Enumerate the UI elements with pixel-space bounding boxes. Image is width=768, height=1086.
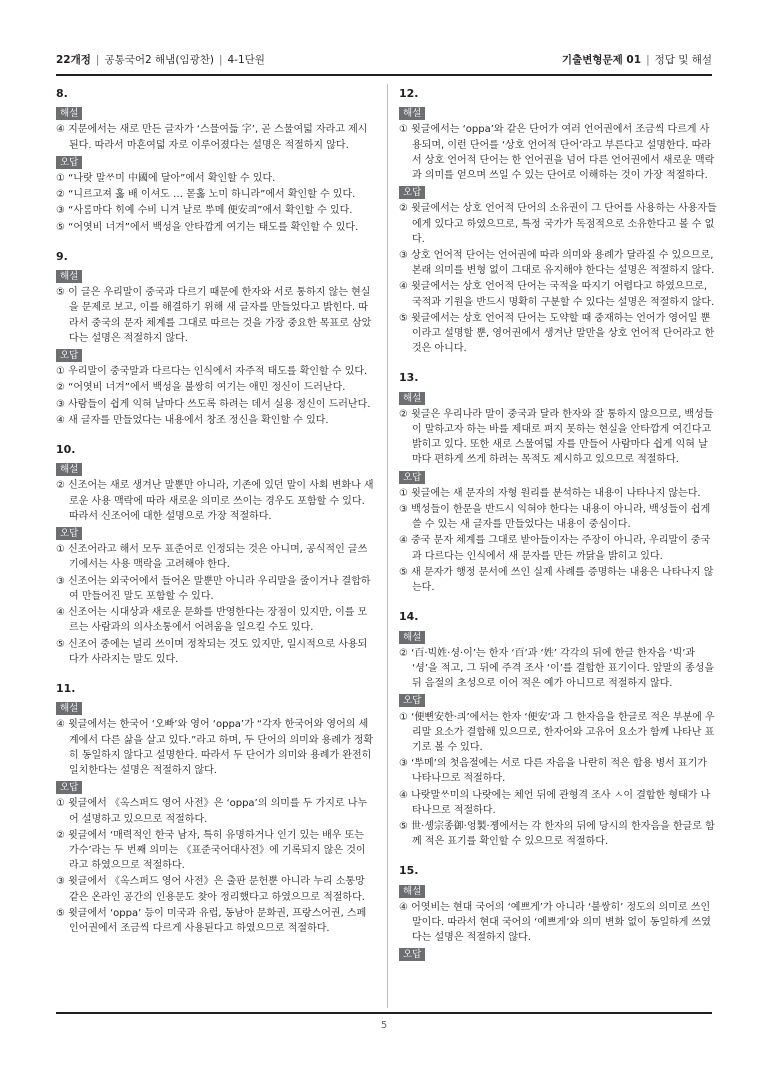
column-divider: [387, 84, 388, 1008]
question-number: 9.: [56, 249, 68, 263]
explanation-item: ④ 윗글에서는 한국어 ‘오빠’와 영어 ‘oppa’가 “각자 한국어와 영어의 세계에서 다른 삶을 살고 있다.”라고 하며, 두 단어의 의미와 용례가 정확히 동일하지 않다고 설명한다. 따라서 두 단어가 의미와 용례가 완전히 일치한다는 설명은 적절하지 않다.: [56, 719, 374, 776]
wrong-answer-item: ⑤ 世·솅宗종御·엉製·졩에서는 각 한자의 뒤에 당시의 한자음을 한글로 함께 적은 표기를 확인할 수 있으므로 적절하다.: [399, 820, 715, 848]
explanation-tag-row: [56, 268, 374, 284]
wrong-tag-row: [56, 779, 374, 795]
explanation-item: ① 윗글에서는 ‘oppa’와 같은 단어가 여러 언어권에서 조금씩 다르게 사용되며, 이런 단어를 ‘상호 언어적 단어’라고 부른다고 설명한다. 따라서 상호 언어적 단어는 한 언어권을 넘어 다른 언어권에서 새로운 맥락과 의미를 얻으며 쓰일 수 있는 단어로 이해하는 것이 가장 적절하다.: [399, 124, 715, 182]
wrong-tag-row: [56, 154, 374, 170]
explanation-tag: 해설: [56, 702, 82, 715]
page-number: 5: [380, 1020, 388, 1031]
wrong-answer-item: ⑤ 새 문자가 행정 문서에 쓰인 실제 사례를 증명하는 내용은 나타나지 않는다.: [399, 566, 714, 594]
explanation-tag-row: [56, 461, 374, 477]
explanation-tag: 해설: [399, 631, 425, 644]
explanation-tag-row: [56, 105, 374, 121]
wrong-answer-item: ③ ‘ᄡᅮ메’의 첫음절에는 서로 다른 자음을 나란히 적은 합용 병서 표기가 나타나므로 적절하다.: [399, 758, 707, 785]
explanation-tag: 해설: [56, 107, 82, 120]
wrong-answer-item: ④ 윗글에서는 상호 언어적 단어는 국적을 따지기 어렵다고 하였으므로, 국적과 기원을 반드시 명확히 구분할 수 있다는 설명은 적절하지 않다.: [399, 281, 715, 308]
wrong-answer-item: ① 우리말이 중국말과 다르다는 인식에서 자주적 태도를 확인할 수 있다.: [56, 366, 368, 378]
wrong-answer-item: ③ 상호 언어적 단어는 언어권에 따라 의미와 용례가 달라질 수 있으므로, 본래 의미를 변형 없이 그대로 유지해야 한다는 설명은 적절하지 않다.: [399, 250, 715, 277]
wrong-tag-row: [399, 692, 717, 708]
question-block: [399, 370, 717, 595]
question-number: 15.: [399, 864, 419, 878]
wrong-answer-tag: 오답: [56, 527, 82, 540]
wrong-answer-item: ① ‘便뼌安한·킈’에서는 한자 ‘便安’과 그 한자음을 한글로 적은 부분에 우리말 요소가 결합해 있으므로, 한자어와 고유어 요소가 함께 나타난 표기로 볼 수 있다.: [399, 711, 715, 753]
question-block: [56, 86, 374, 235]
wrong-tag-row: [399, 469, 717, 485]
left-column: [56, 86, 374, 950]
wrong-answer-item: ② “니르고져 홇 배 이셔도 … 몯홇 노미 하니라”에서 확인할 수 있다.: [56, 189, 356, 201]
question-number: 10.: [56, 443, 76, 457]
wrong-answer-item: ④ 새 글자를 만들었다는 내용에서 창조 정신을 확인할 수 있다.: [56, 414, 329, 426]
explanation-tag: 해설: [56, 463, 82, 476]
header-rule: [56, 74, 712, 76]
subject-label: 공통국어2 해냄(임광찬): [104, 54, 214, 66]
wrong-answer-item: ① 신조어라고 해서 모두 표준어로 인정되는 것은 아니며, 공식적인 글쓰기에서는 사용 맥락을 고려해야 한다.: [56, 544, 368, 571]
header-separator: |: [95, 54, 100, 66]
wrong-answer-item: ① “나랏 말ᄊᆞ미 中國에 달아”에서 확인할 수 있다.: [56, 173, 276, 185]
wrong-answer-item: ④ 나랏말ᄊᆞ미의 나랏에는 체언 뒤에 관형격 조사 ㅅ이 결합한 형태가 나타나므로 적절하다.: [399, 789, 711, 816]
wrong-answer-tag: 오답: [56, 349, 82, 362]
wrong-answer-item: ⑤ “어엿비 너겨”에서 백성을 안타깝게 여기는 태도를 확인할 수 있다.: [56, 221, 359, 233]
wrong-answer-item: ③ 윗글에서 《옥스퍼드 영어 사전》은 출판 문헌뿐 아니라 누리 소통망 같은 온라인 공간의 인용문도 찾아 정리했다고 하였으므로 적절하다.: [56, 876, 365, 903]
course-label: 22개정: [56, 54, 91, 66]
wrong-answer-item: ⑤ 윗글에서는 상호 언어적 단어는 도약할 때 중재하는 언어가 영어일 뿐이라고 설명할 뿐, 영어권에서 생겨난 말만을 상호 언어적 단어라고 한 것은 아니다.: [399, 312, 715, 355]
wrong-answer-item: ① 윗글에는 새 문자의 자형 원리를 분석하는 내용이 나타나지 않는다.: [399, 487, 701, 499]
explanation-tag-row: [399, 390, 717, 406]
footer-rule: [56, 1012, 712, 1014]
explanation-item: ⑤ 이 글은 우리말이 중국과 다르기 때문에 한자와 서로 통하지 않는 현실을 문제로 보고, 이를 해결하기 위해 새 글자를 만들었다고 밝힌다. 따라서 중국의 문자 체계를 그대로 따르는 것을 가장 중요한 목표로 삼았다는 설명은 적절하지 않다.: [56, 287, 372, 344]
explanation-tag: 해설: [56, 270, 82, 283]
wrong-answer-tag: 오답: [399, 186, 425, 199]
explanation-tag: 해설: [399, 392, 425, 405]
wrong-answer-item: ② 윗글에서 ‘매력적인 한국 남자, 특히 유명하거나 인기 있는 배우 또는 가수’라는 두 번째 의미는 《표준국어대사전》에 기록되지 않은 것이라고 하였으므로 적절하다.: [56, 829, 366, 872]
question-number: 12.: [399, 87, 419, 100]
wrong-answer-item: ③ “사ᄅᆞᆷ마다 ᄒᆡ예 수비 니겨 날로 ᄡᅮ메 便安킈”에서 확인할 수 있다.: [56, 205, 353, 217]
wrong-answer-tag: 오답: [399, 694, 425, 707]
explanation-tag: 해설: [399, 107, 425, 120]
header-left: [56, 50, 265, 70]
wrong-answer-item: ④ 중국 문자 체계를 그대로 받아들이자는 주장이 아니라, 우리말이 중국과 다르다는 인식에서 새 문자를 만든 까닭을 밝히고 있다.: [399, 535, 711, 562]
wrong-answer-tag: 오답: [56, 781, 82, 794]
question-block: [399, 609, 717, 849]
question-block: [56, 681, 374, 936]
wrong-answer-item: ③ 백성들이 한문을 반드시 익혀야 한다는 내용이 아니라, 백성들이 쉽게 쓸 수 있는 새 글자를 만들었다는 내용이 중심이다.: [399, 504, 711, 531]
wrong-tag-row: [399, 184, 717, 200]
explanation-tag-row: [399, 629, 717, 645]
wrong-tag-row: [56, 525, 374, 541]
explanation-tag-row: [399, 105, 717, 121]
explanation-item: ② 윗글은 우리나라 말이 중국과 달라 한자와 잘 통하지 않으므로, 백성들이 말하고자 하는 바를 제대로 펴지 못하는 현실을 안타깝게 여긴다고 밝히고 있다. 또한 새로 스물여덟 자를 만들어 사람마다 쉽게 익혀 날마다 편하게 쓰게 하려는 목적도 제시하고 있으므로 적절하다.: [399, 408, 714, 466]
wrong-answer-tag: 오답: [399, 948, 425, 961]
wrong-answer-item: ① 윗글에서 《옥스퍼드 영어 사전》은 ‘oppa’의 의미를 두 가지로 나누어 설명하고 있으므로 적절하다.: [56, 798, 368, 825]
unit-label: 4-1단원: [227, 54, 265, 66]
explanation-tag-row: [399, 883, 717, 899]
explanation-item: ② ‘百·빅姓·셩·이’는 한자 ‘百’과 ‘姓’ 각각의 뒤에 한글 한자음 ‘빅’과 ‘셩’을 적고, 그 뒤에 주격 조사 ‘이’를 결합한 표기이다. 앞말의 종성을 뒤 음절의 초성으로 이어 적은 예가 아니므로 적절하지 않다.: [399, 647, 715, 690]
wrong-answer-item: ③ 신조어는 외국어에서 들어온 말뿐만 아니라 우리말을 줄이거나 결합하여 만들어진 말도 포함할 수 있다.: [56, 575, 371, 602]
header-separator: |: [218, 54, 223, 66]
wrong-answer-item: ② 윗글에서는 상호 언어적 단어의 소유권이 그 단어를 사용하는 사용자들에게 있다고 하였으므로, 특정 국가가 독점적으로 소유한다고 볼 수 없다.: [399, 203, 717, 245]
explanation-tag-row: [56, 700, 374, 716]
question-block: [399, 863, 717, 962]
page-header: [56, 50, 712, 70]
wrong-answer-item: ④ 신조어는 시대상과 새로운 문화를 반영한다는 장점이 있지만, 이를 모르는 사람과의 의사소통에서 어려움을 일으킬 수도 있다.: [56, 607, 368, 634]
section-label: 정답 및 해설: [654, 54, 712, 66]
wrong-answer-item: ⑤ 윗글에서 ‘oppa’ 등이 미국과 유럽, 동남아 문화권, 프랑스어권, 스페인어권에서 조금씩 다르게 사용된다고 하였으므로 적절하다.: [56, 907, 367, 934]
wrong-tag-row: [399, 946, 717, 962]
question-number: 11.: [56, 681, 76, 695]
wrong-answer-item: ⑤ 신조어 중에는 널리 쓰이며 정착되는 것도 있지만, 일시적으로 사용되다가 사라지는 말도 있다.: [56, 638, 368, 665]
doc-title: 기출변형문제 01: [561, 54, 642, 66]
wrong-tag-row: [56, 347, 374, 363]
right-column: [399, 86, 717, 977]
wrong-answer-tag: 오답: [56, 156, 82, 169]
explanation-item: ② 신조어는 새로 생겨난 말뿐만 아니라, 기존에 있던 말이 사회 변화나 새로운 사용 맥락에 따라 새로운 의미로 쓰이는 경우도 포함할 수 있다. 따라서 신조어에 대한 설명으로 가장 적절하다.: [56, 480, 374, 522]
question-block: [56, 442, 374, 667]
question-number: 8.: [56, 87, 68, 100]
explanation-tag: 해설: [399, 885, 425, 898]
question-number: 14.: [399, 610, 419, 624]
question-block: [56, 249, 374, 428]
wrong-answer-item: ② “어엿비 너겨”에서 백성을 불쌍히 여기는 애민 정신이 드러난다.: [56, 382, 346, 394]
header-right: [562, 50, 712, 70]
explanation-item: ④ 지문에서는 새로 만든 글자가 ‘스믈여듧 字’, 곧 스물여덟 자라고 제시된다. 따라서 마흔여덟 자로 이루어졌다는 설명은 적절하지 않다.: [56, 124, 368, 151]
question-block: [399, 86, 717, 356]
header-separator: |: [646, 54, 650, 66]
question-number: 13.: [399, 371, 419, 385]
wrong-answer-item: ③ 사람들이 쉽게 익혀 날마다 쓰도록 하려는 데서 실용 정신이 드러난다.: [56, 398, 371, 410]
explanation-item: ④ 어엿비는 현대 국어의 ‘예쁘게’가 아니라 ‘불쌍히’ 정도의 의미로 쓰인 말이다. 따라서 현대 국어의 ‘예쁘게’와 의미 변화 없이 동일하게 쓰였다는 설명은 적절하지 않다.: [399, 901, 711, 944]
wrong-answer-tag: 오답: [399, 471, 425, 484]
